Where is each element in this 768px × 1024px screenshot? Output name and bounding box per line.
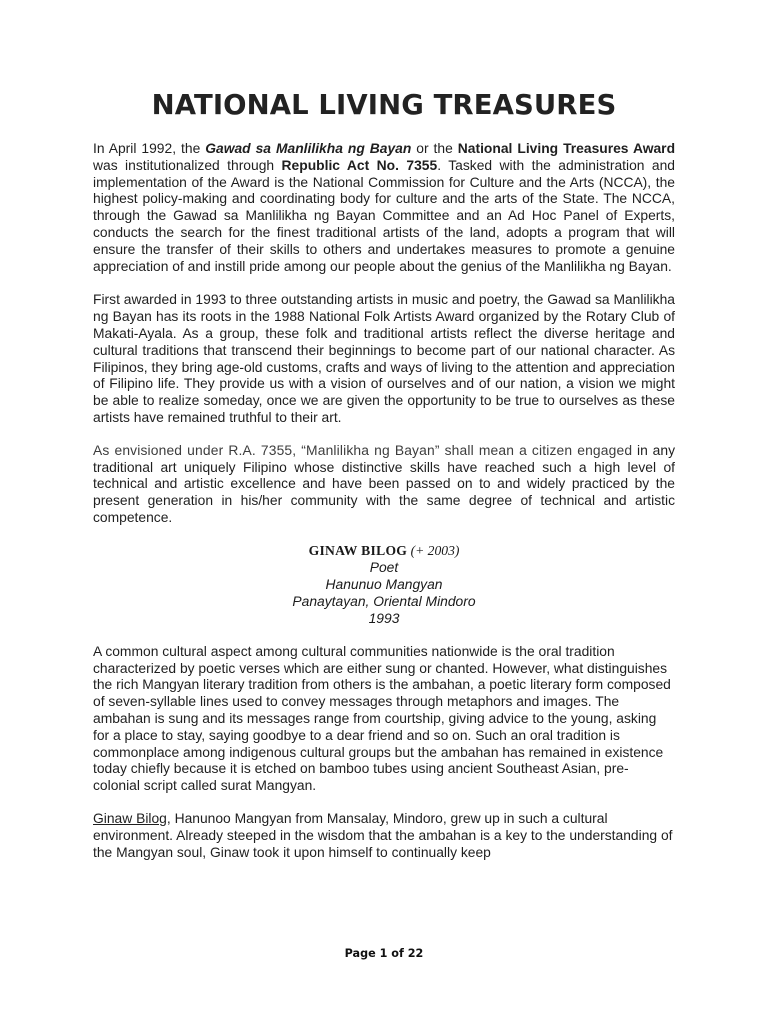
intro-text-2: or the xyxy=(411,140,458,156)
ginaw-bilog-link[interactable]: Ginaw Bilog xyxy=(93,809,167,826)
page-of: of xyxy=(387,947,408,960)
gawad-title: Gawad sa Manlilikha ng Bayan xyxy=(205,140,412,156)
ginaw-text: , Hanunoo Mangyan from Mansalay, Mindoro, grew up in such a cultural environment. Already steeped in the wisdom that the ambahan is a key to the understanding of the Mangyan soul, Ginaw took it upon himself to continually keep xyxy=(93,809,673,860)
awardee-death-year: (+ 2003) xyxy=(407,542,460,558)
ambahan-paragraph: A common cultural aspect among cultural communities nationwide is the oral tradition characterized by poetic verses which are either sung or chanted. However, what distinguishes the rich Mangyan literary tradition from others is the ambahan, a poetic literary form composed of seven-syllable lines used to convey messages through metaphors and images. The ambahan is sung and its messages range from courtship, giving advice to the young, asking for a place to stay, saying goodbye to a dear friend and so on. Such an oral tradition is commonplace among indigenous cultural groups but the ambahan has remained in existence today chiefly because it is etched on bamboo tubes using ancient Southeast Asian, pre-colonial script called surat Mangyan. xyxy=(93,642,671,794)
intro-text-4: . Tasked with the administration and implementation of the Award is the National Commission for Culture and the Arts (NCCA), the highest policy-making and coordinating body for culture and the arts of the State. The NCCA, through the Gawad sa Manlilikha ng Bayan Committee and an Ad Hoc Panel of Experts, conducts the search for the finest traditional artists of the land, adopts a program that will ensure the transfer of their skills to others and undertakes measures to promote a genuine appreciation of and instill pride among our people about the genius of the Manlilikha ng Bayan. xyxy=(93,156,676,274)
definition-paragraph xyxy=(93,442,675,526)
definition-rest: in any traditional art uniquely Filipino whose distinctive skills have reached such a high level of technical and artistic excellence and have been passed on to and widely practiced by the present generation in his/her community with the same degree of technical and artistic competence. xyxy=(93,441,675,525)
page-label: Page xyxy=(344,947,380,960)
history-paragraph: First awarded in 1993 to three outstanding artists in music and poetry, the Gawad sa Manlilikha ng Bayan has its roots in the 1988 National Folk Artists Award organized by the Rotary Club of Makati-Ayala. As a group, these folk and traditional artists reflect the diverse heritage and cultural traditions that transcend their beginnings to become part of our national character. As Filipinos, they bring age-old customs, crafts and ways of living to the attention and appreciation of Filipino life. They provide us with a vision of ourselves and of our nation, a vision we might be able to realize someday, once we are given the opportunity to be true to ourselves as these artists have remained truthful to their art. xyxy=(93,291,675,425)
document-page xyxy=(93,88,675,860)
intro-text-3: was institutionalized through xyxy=(93,156,282,173)
ginaw-paragraph xyxy=(93,810,675,860)
awardee-year: 1993 xyxy=(368,609,400,626)
awardee-place: Panaytayan, Oriental Mindoro xyxy=(292,592,476,609)
page-total: 22 xyxy=(407,947,424,960)
awardee-heading xyxy=(93,542,675,559)
awardee-name: GINAW BILOG xyxy=(308,542,408,558)
nlt-award: National Living Treasures Award xyxy=(457,140,676,156)
awardee-block xyxy=(93,542,675,627)
page-current: 1 xyxy=(379,947,388,960)
republic-act: Republic Act No. 7355 xyxy=(281,156,438,173)
page-number xyxy=(0,947,768,960)
intro-paragraph xyxy=(93,140,675,274)
definition-lead: As envisioned under R.A. 7355, “Manlilikha ng Bayan” shall mean a citizen engaged xyxy=(93,441,633,458)
page-title: NATIONAL LIVING TREASURES xyxy=(151,89,617,121)
intro-text-1: In April 1992, the xyxy=(93,140,206,156)
awardee-group: Hanunuo Mangyan xyxy=(325,575,443,592)
awardee-role: Poet xyxy=(369,558,399,575)
